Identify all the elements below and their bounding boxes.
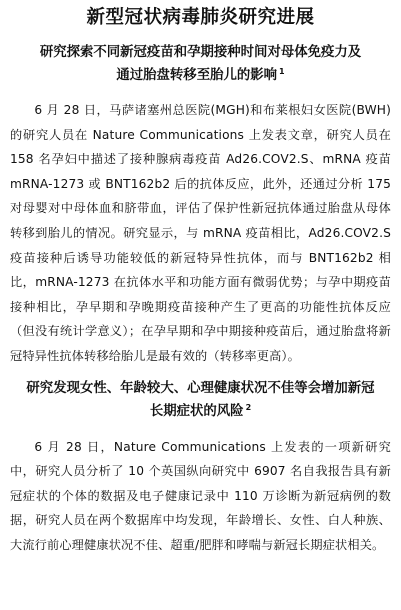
- section-vaccine-maternal-immunity: [10, 41, 391, 369]
- section-paragraph: 6 月 28 日，Nature Communications 上发表的一项新研究中，研究人员分析了 10 个英国纵向研究中 6907 名自我报告具有新冠症状的个体的数据及电子健康记录中 110 万诊断为新冠病例的数据，研究人员在两个数据库中均发现，年龄增长、女性、白人种族、大流行前心理健康状况不佳、超重/肥胖和哮喘与新冠长期症状相关。: [10, 439, 391, 552]
- section-heading-line-1: 研究发现女性、年龄较大、心理健康状况不佳等会增加新冠: [26, 380, 375, 396]
- section-long-covid-risk: [10, 377, 391, 558]
- section-heading-line-1: 研究探索不同新冠疫苗和孕期接种时间对母体免疫力及: [39, 45, 362, 60]
- reference-marker: 2: [245, 402, 252, 412]
- section-heading-line-2: 通过胎盘转移至胎儿的影响: [116, 68, 278, 83]
- section-heading: [10, 41, 391, 87]
- section-heading-line-2: 长期症状的风险: [149, 403, 244, 419]
- reference-marker: 1: [279, 67, 285, 76]
- section-heading: [10, 377, 391, 423]
- section-paragraph: 6 月 28 日，马萨诸塞州总医院(MGH)和布莱根妇女医院(BWH)的研究人员在 Nature Communications 上发表文章，研究人员在 158 名孕妇中描述了接种腺病毒疫苗 Ad26.COV2.S、mRNA 疫苗 mRNA-1273 或 BNT162b2 后的抗体反应，此外，还通过分析 175 对母婴对中母体血和脐带血，评估了保护性新冠抗体通过胎盘从母体转移到胎儿的情况。研究显示，与 mRNA 疫苗相比，Ad26.COV2.S 疫苗接种后诱导功能较低的新冠特异性抗体，而与 BNT162b2 相比，mRNA-1273 在抗体水平和功能方面有微弱优势；与孕中期疫苗接种相比，孕早期和孕晚期疫苗接种产生了更高的功能性抗体反应（但没有统计学意义）；在孕早期和孕中期接种疫苗后，通过胎盘将新冠特异性抗体转移给胎儿是最有效的（转移率更高）。: [10, 103, 391, 363]
- document-title: 新型冠状病毒肺炎研究进展: [86, 7, 315, 28]
